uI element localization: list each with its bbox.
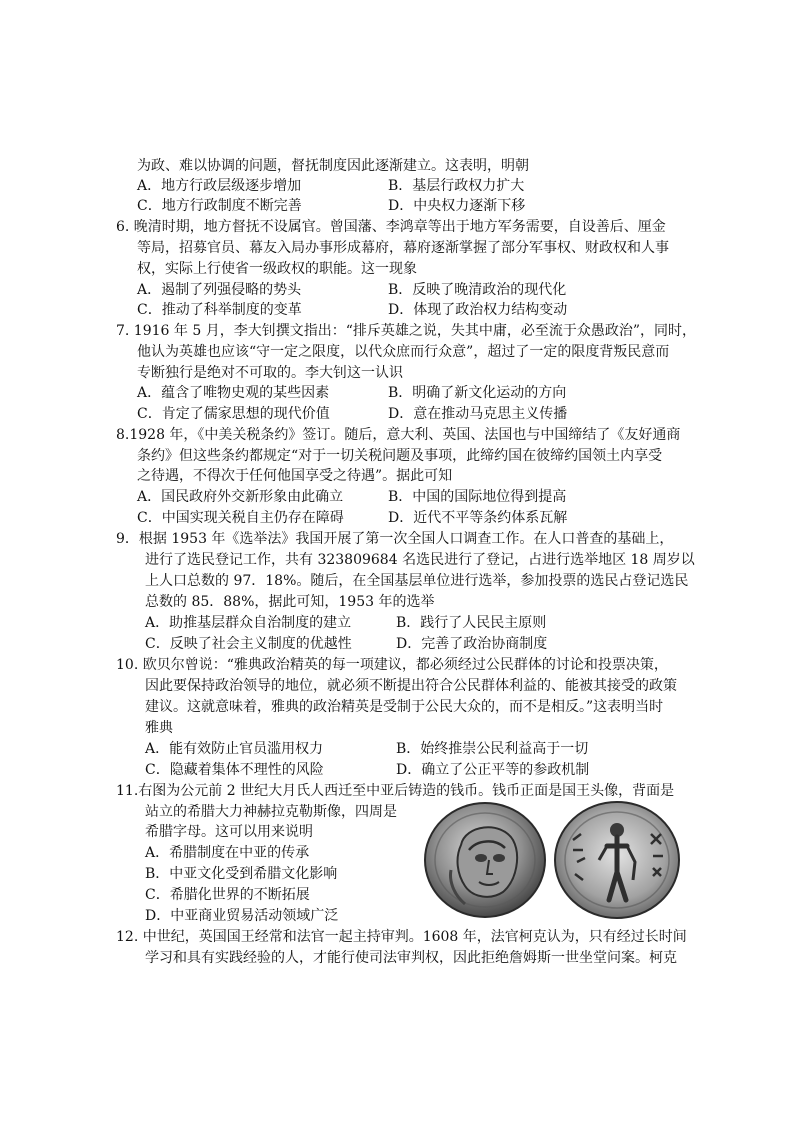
- q8-option-b[interactable]: B．中国的国际地位得到提高: [388, 489, 567, 505]
- q12-stem-line: 学习和具有实践经验的人，才能行使司法审判权，因此拒绝詹姆斯一世坐堂问案。柯克: [145, 950, 677, 966]
- q7-option-a[interactable]: A．蕴含了唯物史观的某些因素: [137, 385, 330, 401]
- q7-option-c[interactable]: C．肯定了儒家思想的现代价值: [137, 406, 330, 422]
- q10-option-a[interactable]: A．能有效防止官员滥用权力: [145, 741, 324, 757]
- q7-option-d[interactable]: D．意在推动马克思主义传播: [388, 406, 568, 422]
- q9-option-c[interactable]: C．反映了社会主义制度的优越性: [145, 636, 352, 652]
- q10-option-c[interactable]: C．隐藏着集体不理性的风险: [145, 762, 324, 778]
- coin-reverse: [555, 802, 679, 918]
- q9-stem-line: 上人口总数的 97．18%。随后，在全国基层单位进行选举，参加投票的选民占登记选民: [145, 573, 689, 589]
- q6-stem-line: 6. 晚清时期，地方督抚不设属官。曾国藩、李鸿章等出于地方军务需要，自设善后、厘金: [116, 219, 666, 235]
- q11-option-c[interactable]: C．希腊化世界的不断拓展: [145, 887, 310, 903]
- q6-stem-line: 等局，招募官员、幕友入局办事形成幕府，幕府逐渐掌握了部分军事权、财政权和人事: [137, 240, 669, 256]
- q6-option-c[interactable]: C．推动了科举制度的变革: [137, 302, 302, 318]
- q8-option-a[interactable]: A．国民政府外交新形象由此确立: [137, 489, 344, 505]
- q5-option-d[interactable]: D．中央权力逐渐下移: [388, 198, 526, 214]
- q11-option-b[interactable]: B．中亚文化受到希腊文化影响: [145, 866, 338, 882]
- q8-option-c[interactable]: C．中国实现关税自主仍存在障碍: [137, 510, 344, 526]
- q5-option-a[interactable]: A．地方行政层级逐步增加: [137, 178, 302, 194]
- q11-option-a[interactable]: A．希腊制度在中亚的传承: [145, 845, 310, 861]
- q10-stem-line: 因此要保持政治领导的地位，就必须不断提出符合公民群体利益的、能被其接受的政策: [145, 678, 677, 694]
- q9-stem-line: 9．根据 1953 年《选举法》我国开展了第一次全国人口调查工作。在人口普查的基础上，: [116, 531, 674, 547]
- q9-option-a[interactable]: A．助推基层群众自治制度的建立: [145, 615, 352, 631]
- q6-option-d[interactable]: D．体现了政治权力结构变动: [388, 302, 568, 318]
- q7-stem-line: 专断独行是绝对不可取的。李大钊这一认识: [137, 365, 403, 381]
- q5-stem-tail: 为政、难以协调的问题，督抚制度因此逐渐建立。这表明，明朝: [137, 158, 529, 174]
- q7-stem-line: 他认为英雄也应该“守一定之限度，以代众庶而行众意”，超过了一定的限度背叛民意而: [137, 344, 670, 360]
- q8-stem-line: 8.1928 年，《中美关税条约》签订。随后，意大利、英国、法国也与中国缔结了《友好通商: [116, 427, 681, 443]
- q10-stem-line: 雅典: [145, 720, 173, 736]
- q7-stem-line: 7. 1916 年 5 月，李大钊撰文指出：“排斥英雄之说，失其中庸，必至流于众愚政治”，同时，: [116, 323, 697, 339]
- q8-option-d[interactable]: D．近代不平等条约体系瓦解: [388, 510, 568, 526]
- coin-obverse: [425, 803, 545, 917]
- q5-option-c[interactable]: C．地方行政制度不断完善: [137, 198, 302, 214]
- q7-option-b[interactable]: B．明确了新文化运动的方向: [388, 385, 567, 401]
- q8-stem-line: 条约》但这些条约都规定“对于一切关税问题及事项，此缔约国在彼缔约国领土内享受: [137, 448, 663, 464]
- q6-stem-line: 权，实际上行使省一级政权的职能。这一现象: [137, 261, 417, 277]
- q11-stem-line: 11.右图为公元前 2 世纪大月氏人西迁至中亚后铸造的钱币。钱币正面是国王头像，背面是: [116, 783, 675, 799]
- q9-option-b[interactable]: B．践行了人民民主原则: [396, 615, 547, 631]
- q10-stem-line: 10. 欧贝尔曾说：“雅典政治精英的每一项建议，都必须经过公民群体的讨论和投票决策，: [116, 657, 668, 673]
- q6-option-b[interactable]: B．反映了晚清政治的现代化: [388, 282, 567, 298]
- q6-option-a[interactable]: A．遏制了列强侵略的势头: [137, 282, 302, 298]
- q10-option-b[interactable]: B．始终推崇公民利益高于一切: [396, 741, 589, 757]
- coin-figure: [421, 800, 683, 920]
- q11-option-d[interactable]: D．中亚商业贸易活动领域广泛: [145, 908, 339, 924]
- q11-stem-line: 希腊字母。这可以用来说明: [145, 824, 313, 840]
- q5-option-b[interactable]: B．基层行政权力扩大: [388, 178, 525, 194]
- q12-stem-line: 12. 中世纪，英国国王经常和法官一起主持审判。1608 年，法官柯克认为，只有经过长时间: [116, 929, 687, 945]
- q10-stem-line: 建议。这就意味着，雅典的政治精英是受制于公民大众的，而不是相反。”这表明当时: [145, 699, 664, 715]
- q8-stem-line: 之待遇，不得次于任何他国享受之待遇”。据此可知: [137, 468, 453, 484]
- q10-option-d[interactable]: D．确立了公正平等的参政机制: [396, 762, 590, 778]
- q9-stem-line: 进行了选民登记工作，共有 323809684 名选民进行了登记，占进行选举地区 18 周岁以: [145, 552, 695, 568]
- q11-stem-line: 站立的希腊大力神赫拉克勒斯像，四周是: [145, 804, 397, 820]
- q9-option-d[interactable]: D．完善了政治协商制度: [396, 636, 548, 652]
- q9-stem-line: 总数的 85．88%，据此可知，1953 年的选举: [145, 594, 435, 610]
